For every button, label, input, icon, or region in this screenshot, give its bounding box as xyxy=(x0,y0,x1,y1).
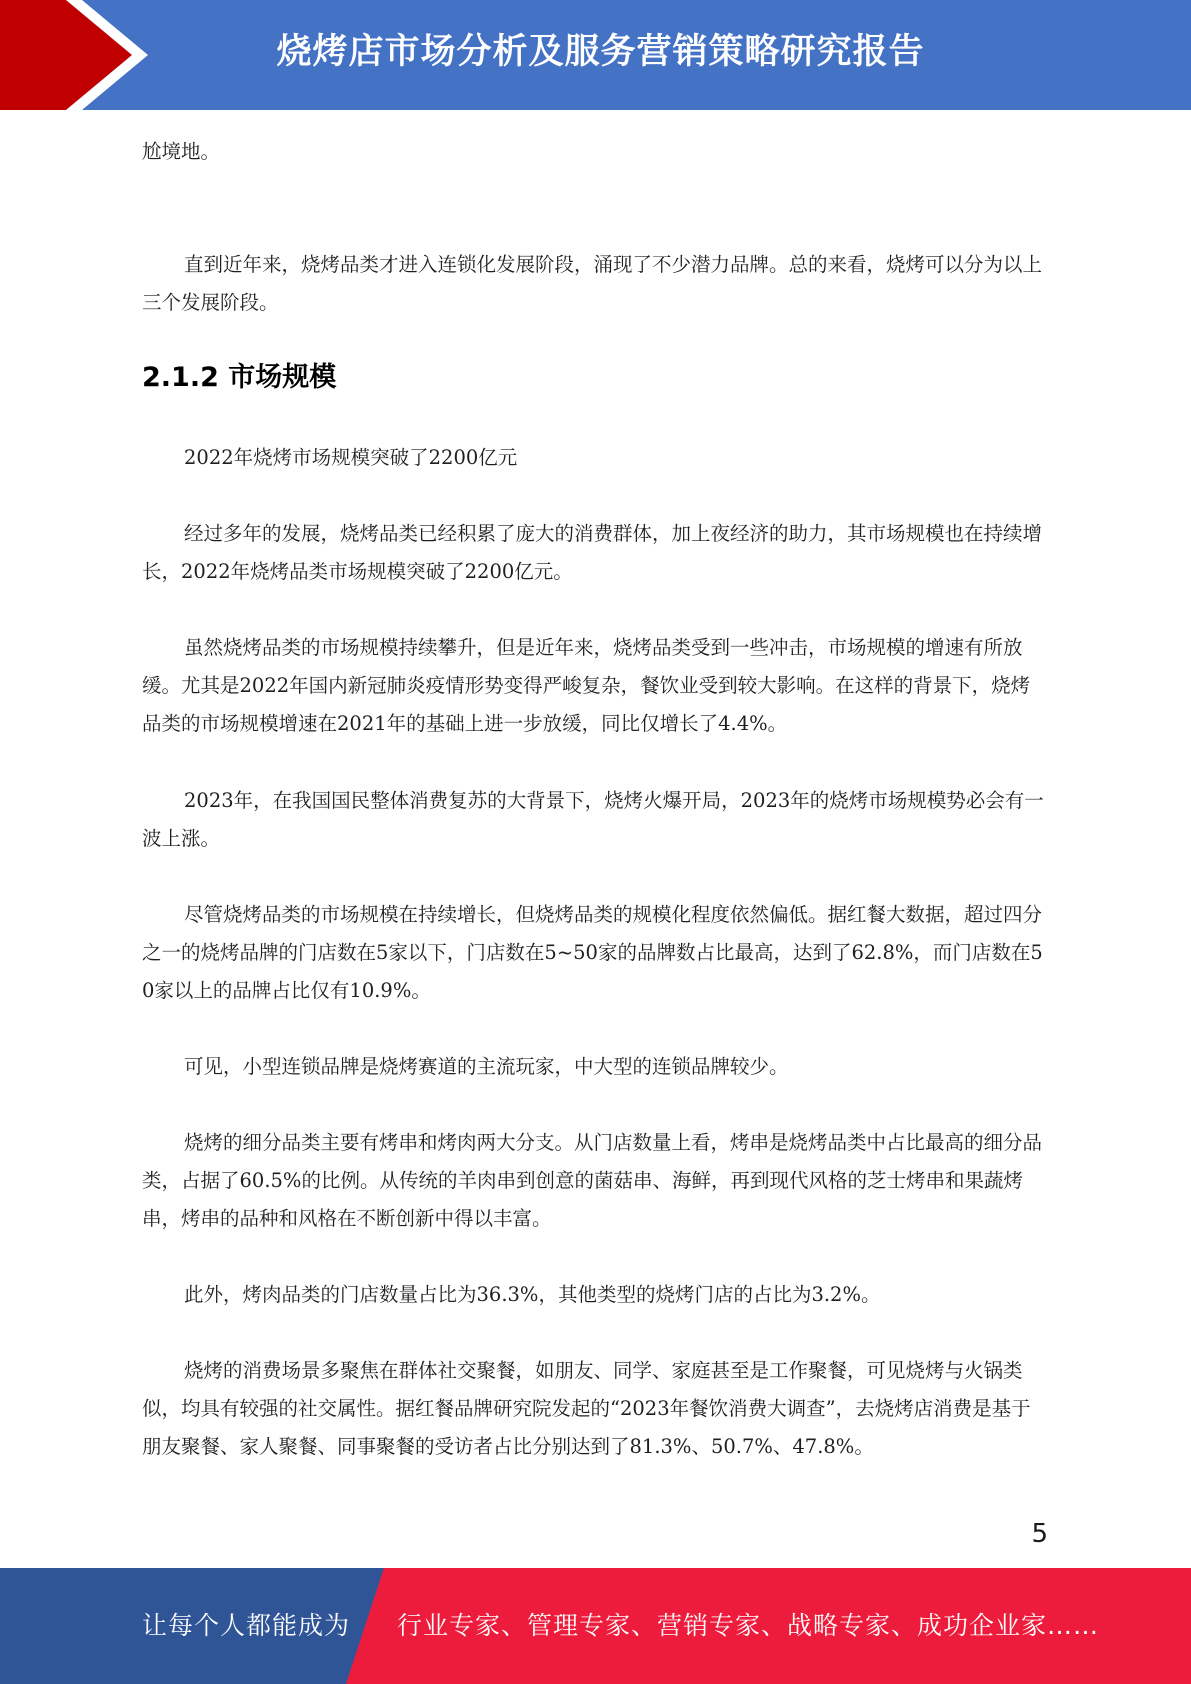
paragraph: 2022年烧烤市场规模突破了2200亿元 xyxy=(184,446,518,469)
paragraph: 烧烤的细分品类主要有烤串和烤肉两大分支。从门店数量上看，烤串是烧烤品类中占比最高的细分品类，占据了60.5%的比例。从传统的羊肉串到创意的菌菇串、海鲜，再到现代风格的芝士烤串和果蔬烤串，烤串的品种和风格在不断创新中得以丰富。 xyxy=(142,1131,1043,1230)
paragraph: 经过多年的发展，烧烤品类已经积累了庞大的消费群体，加上夜经济的助力，其市场规模也在持续增长，2022年烧烤品类市场规模突破了2200亿元。 xyxy=(142,522,1043,583)
paragraph: 尬境地。 xyxy=(142,140,221,163)
paragraph: 此外，烤肉品类的门店数量占比为36.3%，其他类型的烧烤门店的占比为3.2%。 xyxy=(184,1283,881,1306)
footer-slogan-left: 让每个人都能成为 xyxy=(142,1611,351,1640)
page-number: 5 xyxy=(1031,1519,1048,1549)
paragraph: 尽管烧烤品类的市场规模在持续增长，但烧烤品类的规模化程度依然偏低。据红餐大数据，超过四分之一的烧烤品牌的门店数在5家以下，门店数在5~50家的品牌数占比最高，达到了62.8%，而门店数在50家以上的品牌占比仅有10.9%。 xyxy=(142,903,1043,1002)
paragraph: 虽然烧烤品类的市场规模持续攀升，但是近年来，烧烤品类受到一些冲击，市场规模的增速有所放缓。尤其是2022年国内新冠肺炎疫情形势变得严峻复杂，餐饮业受到较大影响。在这样的背景下，烧烤品类的市场规模增速在2021年的基础上进一步放缓，同比仅增长了4.4%。 xyxy=(142,636,1031,735)
paragraph: 直到近年来，烧烤品类才进入连锁化发展阶段，涌现了不少潜力品牌。总的来看，烧烤可以分为以上三个发展阶段。 xyxy=(142,253,1043,314)
section-heading: 2.1.2 市场规模 xyxy=(142,362,337,393)
paragraph: 2023年，在我国国民整体消费复苏的大背景下，烧烤火爆开局，2023年的烧烤市场规模势必会有一波上涨。 xyxy=(142,789,1044,850)
page-footer xyxy=(0,1568,1191,1684)
paragraph: 可见，小型连锁品牌是烧烤赛道的主流玩家，中大型的连锁品牌较少。 xyxy=(184,1055,789,1078)
report-title: 烧烤店市场分析及服务营销策略研究报告 xyxy=(276,32,925,72)
footer-slogan-right: 行业专家、管理专家、营销专家、战略专家、成功企业家…… xyxy=(397,1611,1100,1640)
paragraph: 烧烤的消费场景多聚焦在群体社交聚餐，如朋友、同学、家庭甚至是工作聚餐，可见烧烤与火锅类似，均具有较强的社交属性。据红餐品牌研究院发起的“2023年餐饮消费大调查”，去烧烤店消费是基于朋友聚餐、家人聚餐、同事聚餐的受访者占比分别达到了81.3%、50.7%、47.8%。 xyxy=(142,1359,1031,1458)
page-header xyxy=(0,0,1191,110)
